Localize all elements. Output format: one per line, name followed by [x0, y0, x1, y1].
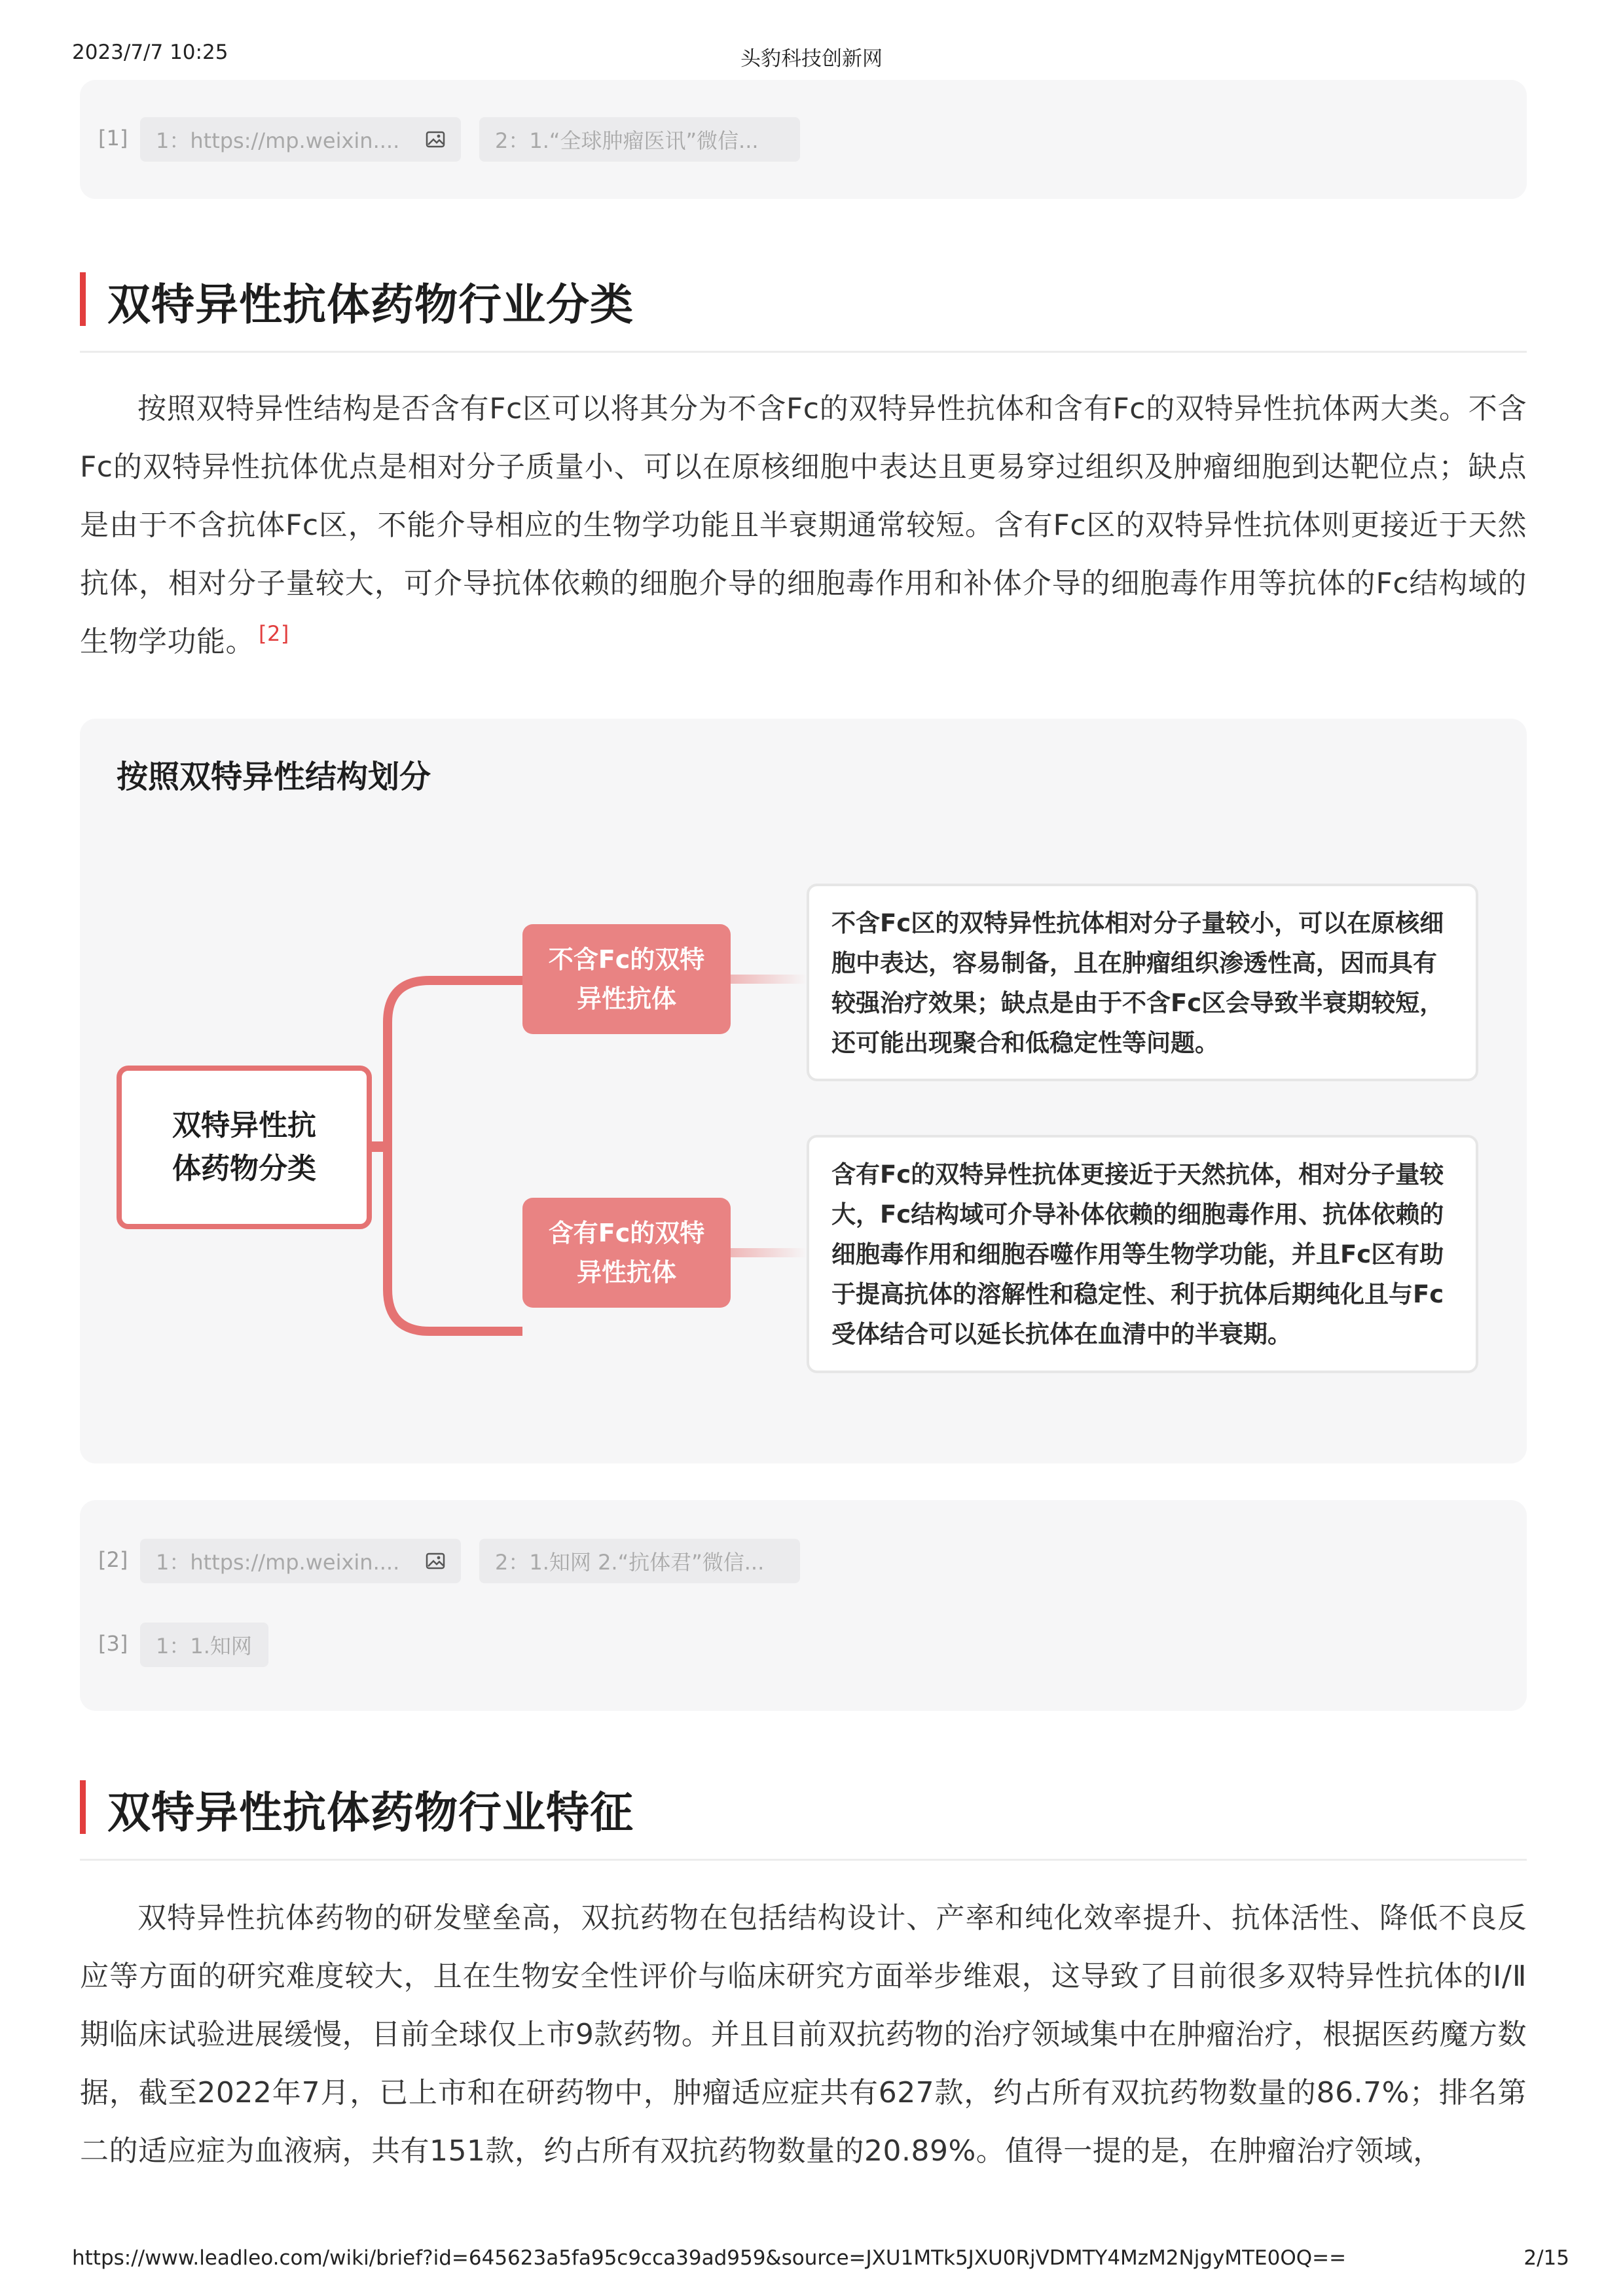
branch-connector: [731, 1248, 807, 1257]
reference-chip[interactable]: [479, 117, 800, 162]
section-divider: [80, 351, 1527, 353]
section-paragraph: 双特异性抗体药物的研发壁垒高，双抗药物在包括结构设计、产率和纯化效率提升、抗体活性、降低不良反应等方面的研究难度较大，且在生物安全性评价与临床研究方面举步维艰，这导致了目前很多双特异性抗体的Ⅰ/Ⅱ期临床试验进展缓慢，目前全球仅上市9款药物。并且目前双抗药物的治疗领域集中在肿瘤治疗，根据医药魔方数据，截至2022年7月，已上市和在研药物中，肿瘤适应症共有627款，约占所有双抗药物数量的86.7%；排名第二的适应症为血液病，共有151款，约占所有双抗药物数量的20.89%。值得一提的是，在肿瘤治疗领域，: [80, 1901, 1527, 2168]
reference-box-2: [80, 1500, 1527, 1711]
reference-chip-text: 2：1.“全球肿瘤医讯”微信...: [495, 128, 759, 153]
diagram-leaf-node: 不含Fc区的双特异性抗体相对分子量较小，可以在原核细胞中表达，容易制备，且在肿瘤组织渗透性高，因而具有较强治疗效果；缺点是由于不含Fc区会导致半衰期较短，还可能出现聚合和低稳定性等问题。: [807, 884, 1478, 1081]
diagram-branch-node: [522, 924, 731, 1034]
image-icon[interactable]: [426, 1552, 445, 1570]
diagram-leaf-node: 含有Fc的双特异性抗体更接近于天然抗体，相对分子量较大，Fc结构域可介导补体依赖的细胞毒作用、抗体依赖的细胞毒作用和细胞吞噬作用等生物学功能，并且Fc区有助于提高抗体的溶解性和稳定性、利于抗体后期纯化且与Fc受体结合可以延长抗体在血清中的半衰期。: [807, 1135, 1478, 1373]
reference-chip-text: 2：1.知网 2.“抗体君”微信...: [495, 1550, 765, 1575]
section-accent-bar: [80, 1780, 86, 1834]
section-title: 双特异性抗体药物行业特征: [107, 1787, 634, 1838]
diagram-branch-node: [522, 1198, 731, 1308]
section-divider: [80, 1859, 1527, 1861]
section-accent-bar: [80, 272, 86, 326]
branch-node-line: 异性抗体: [576, 984, 676, 1013]
citation-link[interactable]: [2]: [259, 621, 289, 647]
section-paragraph: [80, 380, 1527, 671]
print-site-name: 头豹科技创新网: [740, 47, 883, 71]
reference-index: [3]: [98, 1631, 128, 1656]
branch-connector: [731, 975, 807, 984]
branch-node-line: 含有Fc的双特: [548, 1219, 705, 1247]
reference-index: [2]: [98, 1547, 128, 1572]
diagram-panel: [80, 719, 1527, 1463]
reference-chip-text: 1：https://mp.weixin....: [156, 128, 400, 153]
root-node-line: 双特异性抗: [172, 1109, 316, 1142]
image-icon[interactable]: [426, 131, 445, 148]
diagram-title: 按照双特异性结构划分: [117, 759, 431, 795]
reference-chip-text: 1：https://mp.weixin....: [156, 1550, 400, 1575]
reference-chip[interactable]: [140, 1623, 268, 1667]
reference-index: [1]: [98, 126, 128, 151]
reference-box-1: [80, 80, 1527, 199]
print-date: 2023/7/7 10:25: [72, 41, 228, 64]
diagram-root-node: [117, 1066, 372, 1229]
reference-chip[interactable]: [140, 117, 461, 162]
print-page-number: 2/15: [1523, 2246, 1569, 2270]
reference-chip[interactable]: [140, 1539, 461, 1583]
print-url: https://www.leadleo.com/wiki/brief?id=645623a5fa95c9cca39ad959&source=JXU1MTk5JXU0RjVDMTY4MzM2NjgyMTE0OQ==: [72, 2246, 1347, 2270]
branch-node-line: 异性抗体: [576, 1258, 676, 1287]
reference-chip-text: 1：1.知网: [156, 1634, 252, 1659]
root-node-line: 体药物分类: [172, 1152, 316, 1185]
paragraph-text: 按照双特异性结构是否含有Fc区可以将其分为不含Fc的双特异性抗体和含有Fc的双特异性抗体两大类。不含Fc的双特异性抗体优点是相对分子质量小、可以在原核细胞中表达且更易穿过组织及肿瘤细胞到达靶位点；缺点是由于不含抗体Fc区，不能介导相应的生物学功能且半衰期通常较短。含有Fc区的双特异性抗体则更接近于天然抗体，相对分子量较大，可介导抗体依赖的细胞介导的细胞毒作用和补体介导的细胞毒作用等抗体的Fc结构域的生物学功能。: [80, 392, 1527, 658]
branch-node-line: 不含Fc的双特: [548, 945, 705, 974]
reference-chip[interactable]: [479, 1539, 800, 1583]
section-title: 双特异性抗体药物行业分类: [107, 279, 634, 330]
